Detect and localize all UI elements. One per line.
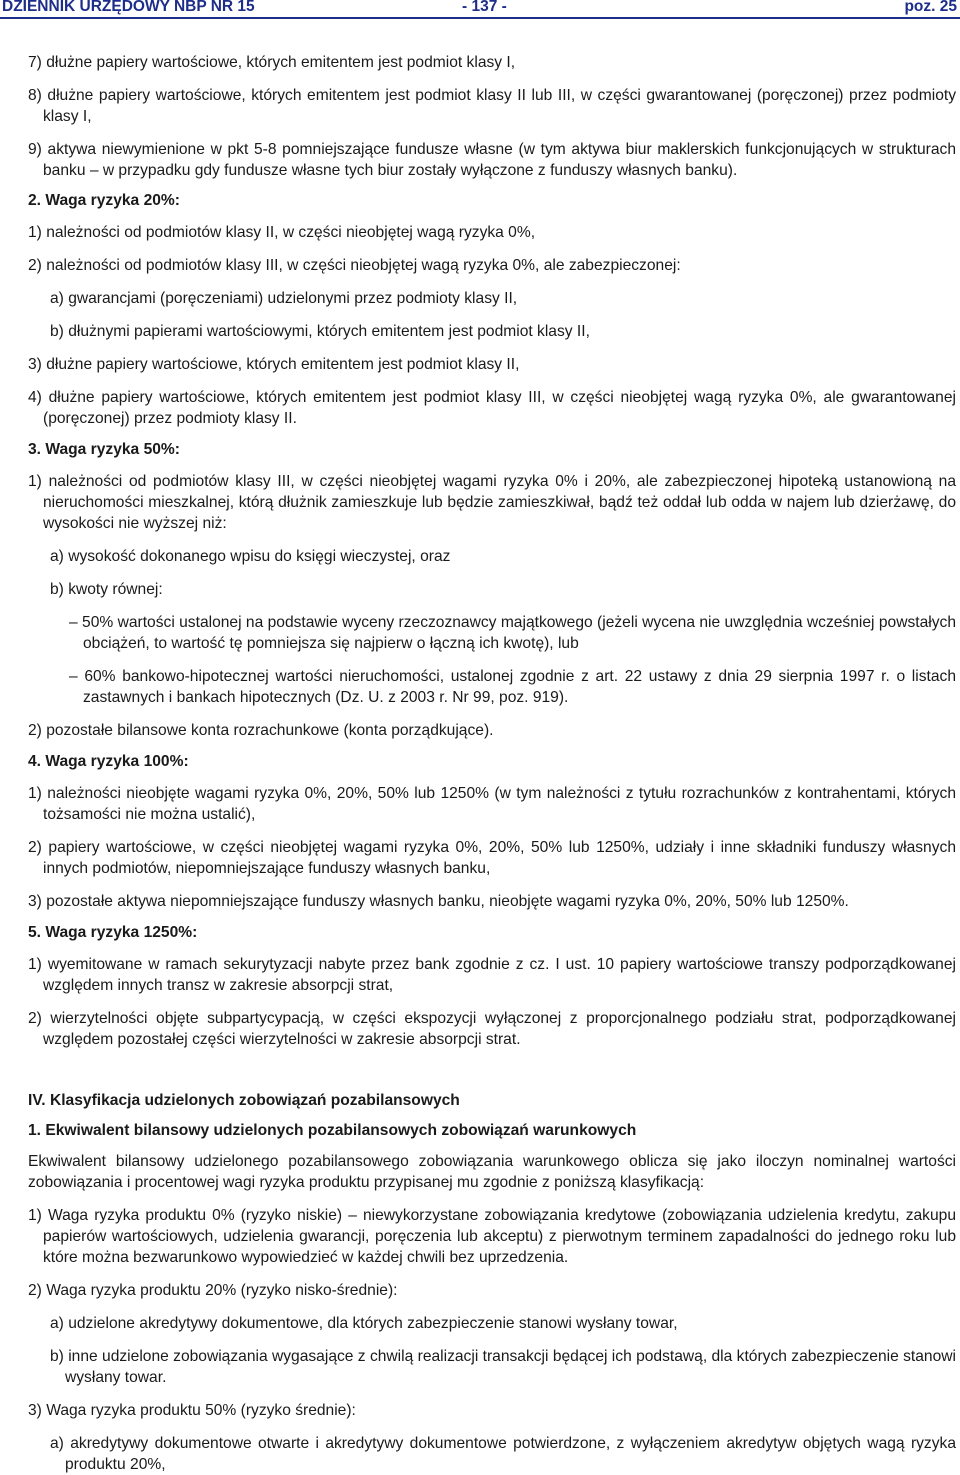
- list-item: 4) dłużne papiery wartościowe, których emitentem jest podmiot klasy III, w części nieobjętej wagą ryzyka 0%, ale gwarantowanej (poręczonej) przez podmioty klasy II.: [28, 389, 956, 427]
- sub-item: a) gwarancjami (poręczeniami) udzielonymi przez podmioty klasy II,: [50, 290, 518, 307]
- list-item: 2) pozostałe bilansowe konta rozrachunkowe (konta porządkujące).: [28, 722, 494, 739]
- list-item: 2) Waga ryzyka produktu 20% (ryzyko nisko-średnie):: [28, 1282, 398, 1299]
- list-item: 3) pozostałe aktywa niepomniejszające funduszy własnych banku, nieobjęte wagami ryzyka 0%, 20%, 50% lub 1250%.: [28, 893, 849, 910]
- list-item: 2) wierzytelności objęte subpartycypacją, w części ekspozycji wyłączonej z proporcjonalnego podziału strat, podporządkowanej względem pozostałej części wierzytelności w zakresie absorpcji strat.: [28, 1010, 956, 1048]
- sub-item: b) dłużnymi papierami wartościowymi, których emitentem jest podmiot klasy II,: [50, 323, 590, 340]
- section-heading: 2. Waga ryzyka 20%:: [28, 192, 180, 209]
- dash-item: – 60% bankowo-hipotecznej wartości nieruchomości, ustalonej zgodnie z art. 22 ustawy z dnia 29 sierpnia 1997 r. o listach zastawnych i bankach hipotecznych (Dz. U. z 2003 r. Nr 99, poz. 919).: [69, 668, 956, 706]
- page-header: [0, 0, 960, 16]
- section-heading: 5. Waga ryzyka 1250%:: [28, 924, 198, 941]
- sub-item: a) akredytywy dokumentowe otwarte i akredytywy dokumentowe potwierdzone, z wyłączeniem akredytyw objętych wagą ryzyka produktu 20%,: [50, 1435, 956, 1473]
- list-item: 1) należności od podmiotów klasy III, w części nieobjętej wagami ryzyka 0% i 20%, ale zabezpieczonej hipoteką ustanowioną na nieruchomości mieszkalnej, którą dłużnik zamieszkuje lub będzie zamieszkiwał, bądź też oddał lub odda w najem lub dzierżawę, do wysokości nie wyższej niż:: [28, 473, 956, 532]
- sub-item: b) kwoty równej:: [50, 581, 163, 598]
- journal-title: DZIENNIK URZĘDOWY NBP NR 15: [2, 0, 255, 15]
- sub-item: a) wysokość dokonanego wpisu do księgi wieczystej, oraz: [50, 548, 451, 565]
- list-item: 7) dłużne papiery wartościowe, których emitentem jest podmiot klasy I,: [28, 54, 516, 71]
- list-item: 3) Waga ryzyka produktu 50% (ryzyko średnie):: [28, 1402, 356, 1419]
- intro-paragraph: Ekwiwalent bilansowy udzielonego pozabilansowego zobowiązania warunkowego oblicza się jako iloczyn nominalnej wartości zobowiązania i procentowej wagi ryzyka produktu przypisanej mu zgodnie z poniższą klasyfikacją:: [28, 1153, 956, 1191]
- page-number: - 137 -: [462, 0, 507, 15]
- list-item: 3) dłużne papiery wartościowe, których emitentem jest podmiot klasy II,: [28, 356, 520, 373]
- header-rule: [0, 17, 960, 19]
- list-item: 1) wyemitowane w ramach sekurytyzacji nabyte przez bank zgodnie z cz. I ust. 10 papiery wartościowe transzy podporządkowanej względem innych transz w zakresie absorpcji strat,: [28, 956, 956, 994]
- section-heading: 3. Waga ryzyka 50%:: [28, 441, 180, 458]
- list-item: 1) należności od podmiotów klasy II, w części nieobjętej wagą ryzyka 0%,: [28, 224, 536, 241]
- list-item: 2) papiery wartościowe, w części nieobjętej wagami ryzyka 0%, 20%, 50% lub 1250%, udziały i inne składniki funduszy własnych innych podmiotów, niepomniejszające funduszy własnych banku,: [28, 839, 956, 877]
- section-heading: 1. Ekwiwalent bilansowy udzielonych pozabilansowych zobowiązań warunkowych: [28, 1122, 637, 1139]
- list-item: 9) aktywa niewymienione w pkt 5-8 pomniejszające fundusze własne (w tym aktywa biur maklerskich funkcjonujących w strukturach banku – w przypadku gdy fundusze własne tych biur zostały wyłączone z funduszy własnych banku).: [28, 141, 956, 179]
- list-item: 1) należności nieobjęte wagami ryzyka 0%, 20%, 50% lub 1250% (w tym należności z tytułu rozrachunków z kontrahentami, których tożsamości nie można ustalić),: [28, 785, 956, 823]
- section-heading: 4. Waga ryzyka 100%:: [28, 753, 189, 770]
- sub-item: b) inne udzielone zobowiązania wygasające z chwilą realizacji transakcji będącej ich podstawą, dla których zabezpieczenie stanowi wysłany towar.: [50, 1348, 956, 1386]
- list-item: 8) dłużne papiery wartościowe, których emitentem jest podmiot klasy II lub III, w części gwarantowanej (poręczonej) przez podmioty klasy I,: [28, 87, 956, 125]
- chapter-heading: IV. Klasyfikacja udzielonych zobowiązań pozabilansowych: [28, 1092, 460, 1109]
- position-number: poz. 25: [904, 0, 957, 15]
- document-body: [28, 52, 956, 1475]
- list-item: 2) należności od podmiotów klasy III, w części nieobjętej wagą ryzyka 0%, ale zabezpieczonej:: [28, 257, 681, 274]
- dash-item: – 50% wartości ustalonej na podstawie wyceny rzeczoznawcy majątkowego (jeżeli wycena nie uwzględnia wcześniej powstałych obciążeń, to wartość tę pomniejsza się najpierw o łączną ich kwotę), lub: [69, 614, 956, 652]
- list-item: 1) Waga ryzyka produktu 0% (ryzyko niskie) – niewykorzystane zobowiązania kredytowe (zobowiązania udzielenia kredytu, zakupu papierów wartościowych, udzielenia gwarancji, poręczenia lub akceptu) z pierwotnym terminem zapadalności do jednego roku lub które można bezwarunkowo wypowiedzieć w każdej chwili bez uprzedzenia.: [28, 1207, 956, 1266]
- sub-item: a) udzielone akredytywy dokumentowe, dla których zabezpieczenie stanowi wysłany towar,: [50, 1315, 678, 1332]
